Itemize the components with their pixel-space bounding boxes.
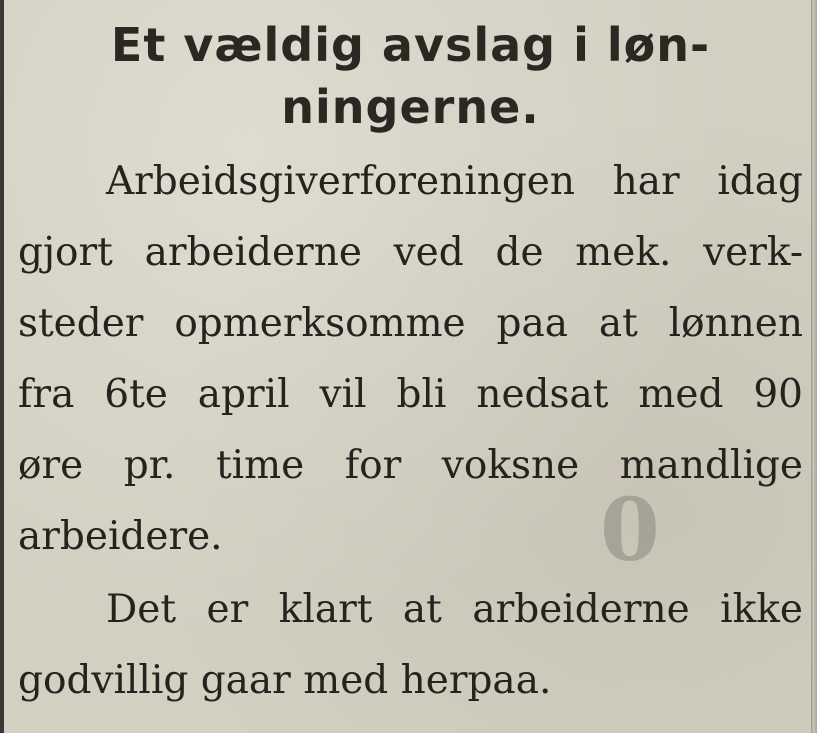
column-rule-left bbox=[0, 0, 4, 733]
paragraph-2 bbox=[18, 574, 803, 716]
paragraph-line: gjort arbeiderne ved de mek. verk- bbox=[18, 230, 803, 275]
paragraph-line: steder opmerksomme paa at lønnen bbox=[18, 301, 803, 346]
headline-line-1: Et vældig avslag i løn- bbox=[110, 18, 711, 72]
paragraph-line: godvillig gaar med herpaa. bbox=[18, 658, 552, 703]
bleed-through-mark: 0 bbox=[600, 480, 660, 581]
column-rule-right bbox=[811, 0, 817, 733]
paragraph-line: Det er klart at arbeiderne ikke bbox=[106, 587, 803, 632]
paragraph-line: fra 6te april vil bli nedsat med 90 bbox=[18, 372, 803, 417]
headline bbox=[18, 14, 803, 138]
headline-line-2: ningerne. bbox=[281, 80, 540, 134]
paragraph-line: øre pr. time for voksne mandlige bbox=[18, 443, 803, 488]
paragraph-line: Arbeidsgiverforeningen har idag bbox=[106, 159, 803, 204]
paragraph-line: arbeidere. bbox=[18, 514, 223, 559]
paragraph-1 bbox=[18, 146, 803, 572]
article bbox=[18, 14, 803, 716]
